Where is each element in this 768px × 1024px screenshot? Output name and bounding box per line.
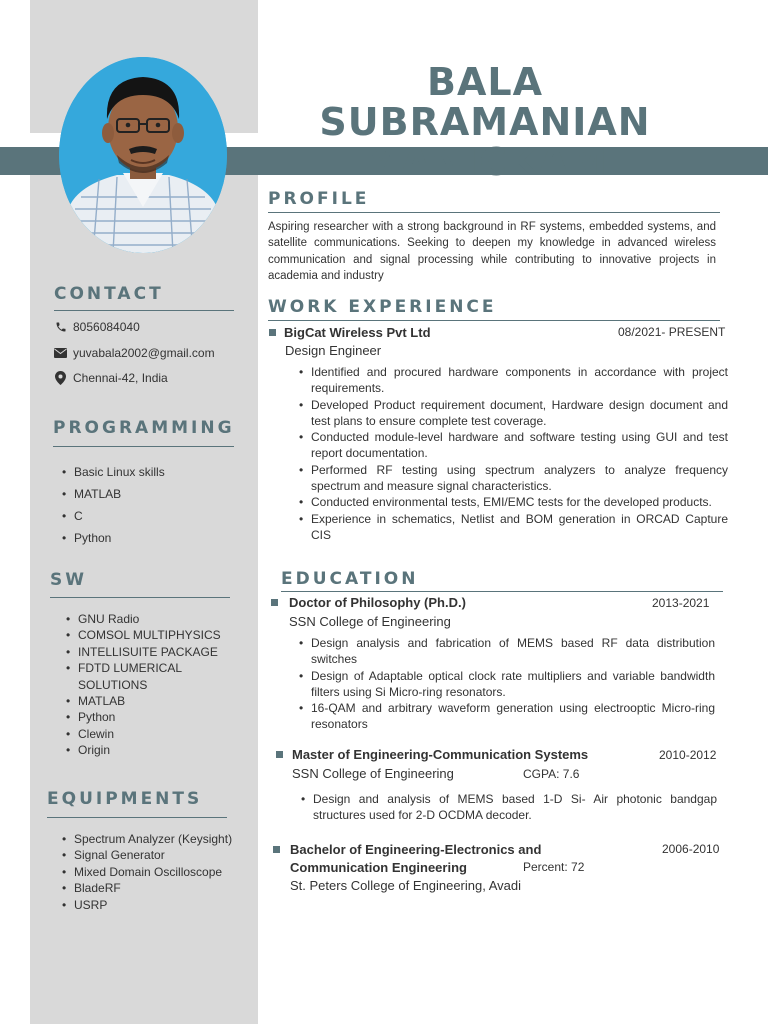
list-item-continuation: SOLUTIONS [78,677,148,692]
contact-location [54,371,168,385]
list-item: • USRP [60,897,232,913]
contact-phone[interactable] [54,320,140,334]
name-line-2: MANICKAM [362,140,608,184]
list-item: • Performed RF testing using spectrum analyzers to analyze frequency spectrum and measure signal characteristics. [297,462,728,495]
list-item: • Origin [64,742,221,758]
sw-list [64,611,221,759]
contact-email[interactable] [54,346,215,360]
square-bullet-icon [276,751,283,758]
sw-heading: SW [50,570,87,590]
list-item: • MATLAB [64,693,221,709]
profile-heading: PROFILE [268,189,370,209]
square-bullet-icon [269,329,276,336]
me-dates: 2010-2012 [659,748,717,762]
list-item: • FDTD LUMERICAL [64,660,221,676]
square-bullet-icon [273,846,280,853]
company-name: BigCat Wireless Pvt Ltd [284,325,431,340]
list-item: • Identified and procured hardware components in accordance with project requirements. [297,364,728,397]
programming-list [60,461,165,549]
person-illustration [59,57,227,253]
profile-divider [268,212,720,213]
work-divider [268,320,720,321]
list-item: • 16-QAM and arbitrary waveform generation using electrooptic Micro-ring resonators [297,700,715,733]
equipments-heading: EQUIPMENTS [47,789,203,809]
me-degree: Master of Engineering-Communication Systems [292,747,589,762]
sw-divider [50,597,230,598]
location-text: Chennai-42, India [73,371,168,385]
name-line-1: BALA SUBRAMANIAN [319,60,651,144]
list-item: • Python [60,527,165,549]
education-heading: EDUCATION [281,569,419,589]
me-bullets [299,791,717,824]
phd-school: SSN College of Engineering [289,614,451,629]
list-item: • BladeRF [60,880,232,896]
contact-divider [54,310,234,311]
list-item: • COMSOL MULTIPHYSICS [64,627,221,643]
list-item: • MATLAB [60,483,165,505]
list-item: • Conducted module-level hardware and software testing using GUI and test report documentation. [297,429,728,462]
me-school: SSN College of Engineering [292,766,454,781]
be-school: St. Peters College of Engineering, Avadi [290,878,522,893]
mail-icon [54,348,67,358]
profile-photo [59,57,227,253]
list-item: • INTELLISUITE PACKAGE [64,644,221,660]
list-item: • C [60,505,165,527]
list-item: • Mixed Domain Oscilloscope [60,864,232,880]
equipments-list [60,831,232,913]
location-pin-icon [54,371,67,385]
list-item: • Clewin [64,726,221,742]
programming-heading: PROGRAMMING [53,418,235,438]
list-item: • Developed Product requirement document, Hardware design document and test plans to ensure complete test coverage. [297,397,728,430]
list-item: • Signal Generator [60,847,232,863]
education-divider [281,591,723,592]
email-address: yuvabala2002@gmail.com [73,346,215,360]
contact-heading: CONTACT [54,284,164,304]
job-title: Design Engineer [285,343,382,358]
be-degree-line-1: Bachelor of Engineering-Electronics and [290,842,542,857]
be-degree-line-2: Communication Engineering [290,860,467,875]
list-item: • Design analysis and fabrication of MEMS based RF data distribution switches [297,635,715,668]
list-item: • Conducted environmental tests, EMI/EMC tests for the developed products. [297,494,728,510]
work-dates: 08/2021- PRESENT [618,325,726,339]
work-bullets [297,364,728,543]
equipments-divider [47,817,227,818]
list-item: • Basic Linux skills [60,461,165,483]
phd-dates: 2013-2021 [652,596,710,610]
phone-number: 8056084040 [73,320,140,334]
list-item: • Python [64,709,221,725]
be-dates: 2006-2010 [662,842,720,856]
list-item: • GNU Radio [64,611,221,627]
list-item: • Design and analysis of MEMS based 1-D Si- Air photonic bandgap structures used for 2-D OCDMA decoder. [299,791,717,824]
me-score: CGPA: 7.6 [523,767,580,781]
be-score: Percent: 72 [523,860,585,874]
candidate-name [262,62,708,182]
list-item: • Spectrum Analyzer (Keysight) [60,831,232,847]
phd-degree: Doctor of Philosophy (Ph.D.) [289,595,466,610]
list-item: • Design of Adaptable optical clock rate multipliers and variable bandwidth filters using Si Micro-ring resonators. [297,668,715,701]
programming-divider [53,446,234,447]
phone-icon [54,321,67,333]
list-item: • Experience in schematics, Netlist and BOM generation in ORCAD Capture CIS [297,511,728,544]
phd-bullets [297,635,715,733]
square-bullet-icon [271,599,278,606]
work-experience-heading: WORK EXPERIENCE [268,297,497,317]
profile-summary: Aspiring researcher with a strong background in RF systems, embedded systems, and satellite communications. Seeking to deepen my knowledge in advanced wireless communication and signal processing while contributing to innovative projects in academia and industry [268,221,716,282]
